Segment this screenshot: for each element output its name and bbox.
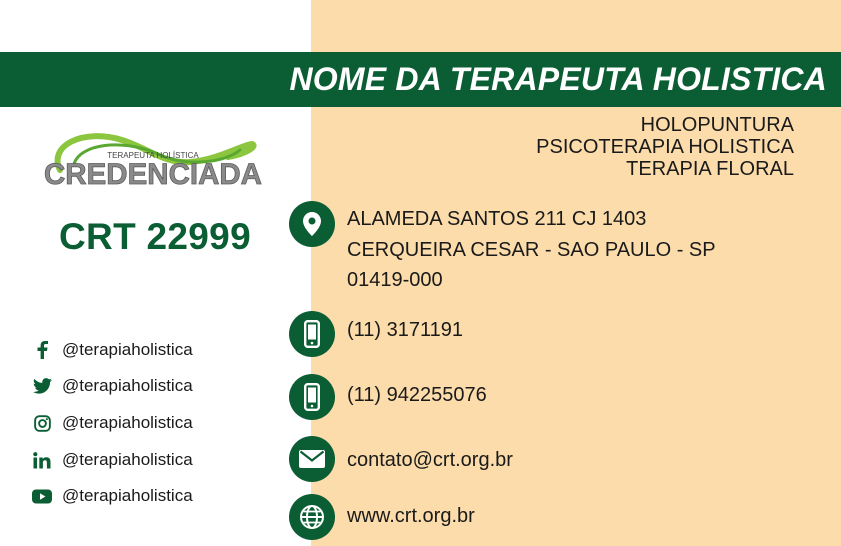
social-handle: @terapiaholistica <box>62 486 193 505</box>
youtube-icon <box>32 486 52 506</box>
facebook-icon <box>32 340 52 360</box>
globe-icon <box>289 494 335 540</box>
phone-number-2[interactable]: (11) 942255076 <box>347 384 487 406</box>
logo-subtitle: TERAPEUTA HOLÍSTICA <box>107 151 199 160</box>
specialty-item: HOLOPUNTURA <box>640 114 794 136</box>
social-handle: @terapiaholistica <box>62 450 193 469</box>
therapist-name: NOME DA TERAPEUTA HOLISTICA <box>289 61 827 97</box>
registration-number: CRT 22999 <box>59 216 251 257</box>
social-handle: @terapiaholistica <box>62 376 193 395</box>
mobile-phone-icon <box>289 374 335 420</box>
social-item-facebook[interactable] <box>32 338 193 362</box>
website-url[interactable]: www.crt.org.br <box>347 505 475 527</box>
phone-number-1[interactable]: (11) 3171191 <box>347 319 464 341</box>
specialties-list <box>536 114 794 180</box>
address-line-3: 01419-000 <box>347 269 443 291</box>
twitter-icon <box>32 376 52 396</box>
social-item-twitter[interactable] <box>32 374 193 398</box>
social-item-instagram[interactable] <box>32 411 193 435</box>
credenciada-logo <box>40 124 266 190</box>
specialty-item: PSICOTERAPIA HOLISTICA <box>536 136 794 158</box>
logo-word: CREDENCIADA <box>44 158 262 190</box>
envelope-icon <box>289 436 335 482</box>
social-handle: @terapiaholistica <box>62 340 193 359</box>
name-banner <box>0 52 841 107</box>
address-line-2: CERQUEIRA CESAR - SAO PAULO - SP <box>347 239 716 261</box>
social-item-youtube[interactable] <box>32 484 193 508</box>
email-address[interactable]: contato@crt.org.br <box>347 449 513 471</box>
social-item-linkedin[interactable] <box>32 448 193 472</box>
linkedin-icon <box>32 450 52 470</box>
location-pin-icon <box>289 201 335 247</box>
social-handle: @terapiaholistica <box>62 413 193 432</box>
instagram-icon <box>32 413 52 433</box>
address-line-1: ALAMEDA SANTOS 211 CJ 1403 <box>347 208 647 230</box>
phone-icon <box>289 311 335 357</box>
specialty-item: TERAPIA FLORAL <box>626 158 794 180</box>
